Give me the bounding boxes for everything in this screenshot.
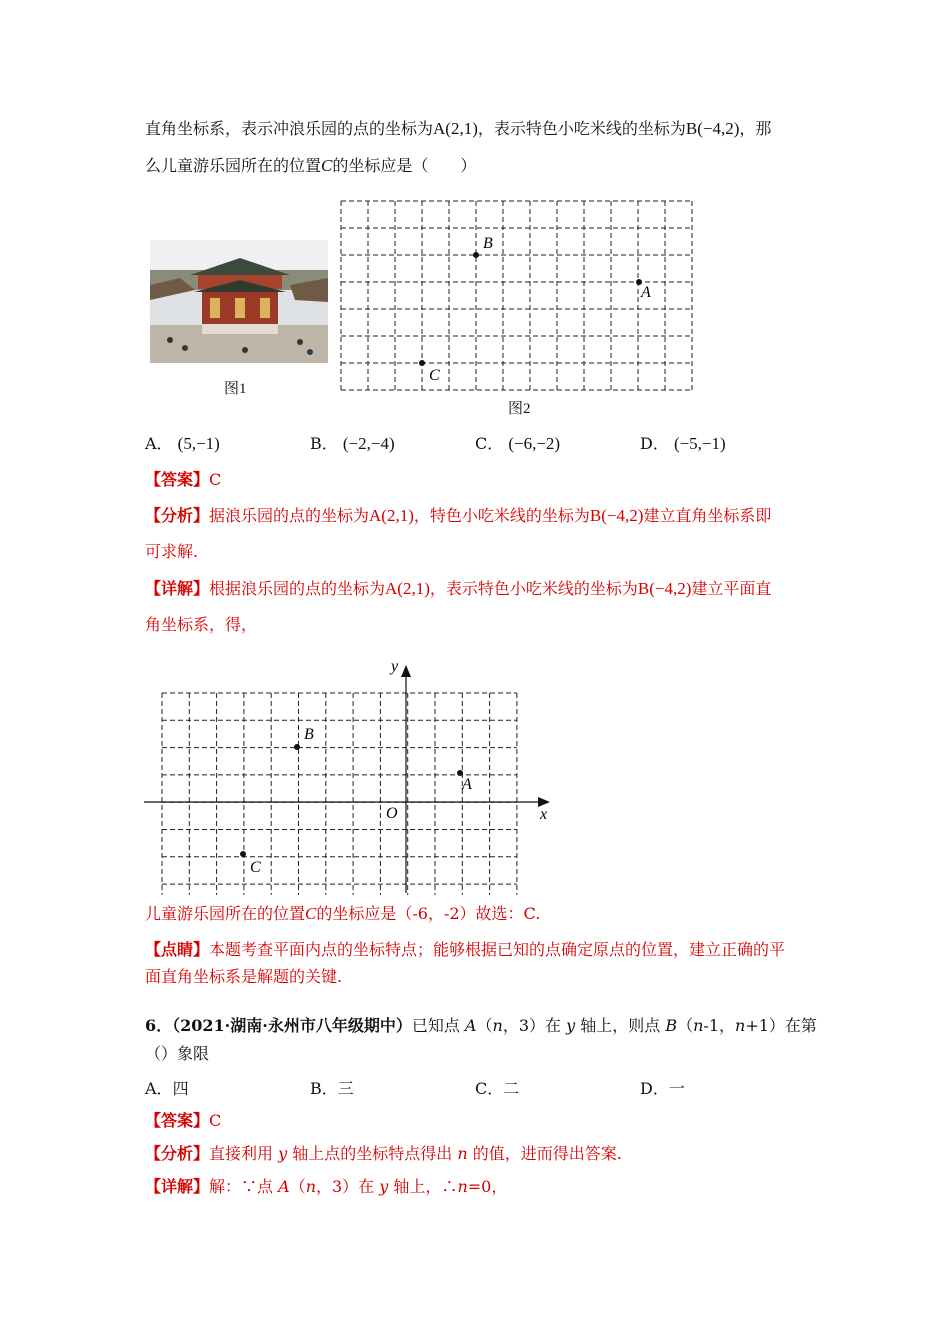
q5-stem-line1: 直角坐标系，表示冲浪乐园的点的坐标为A(2,1)，表示特色小吃米线的坐标为B(−4,2)，那 — [145, 119, 772, 138]
point-a-coord: A(2,1) — [433, 119, 478, 138]
q5-stem-line2: 么儿童游乐园所在的位置C的坐标应是（ ） — [145, 156, 477, 175]
coordinate-figure — [140, 655, 560, 895]
figure2-grid — [335, 196, 705, 402]
q6-analysis: 【分析】直接利用 y 轴上点的坐标特点得出 n 的值，进而得出答案. — [145, 1144, 622, 1163]
coord-point-b — [294, 744, 300, 750]
coord-label-c: C — [250, 859, 261, 876]
q5-option-a: A． (5,−1) — [145, 434, 220, 453]
point-b-dot — [473, 252, 479, 258]
q6-stem-line2: （）象限 — [145, 1044, 210, 1063]
q5-answer: 【答案】C — [145, 470, 222, 489]
q5-option-b: B． (−2,−4) — [310, 434, 395, 453]
q5-analysis-line2: 可求解. — [145, 542, 199, 561]
q5-remark-line1: 【点睛】本题考查平面内点的坐标特点；能够根据已知的点确定原点的位置，建立正确的平 — [145, 940, 786, 959]
q5-option-d: D． (−5,−1) — [640, 434, 726, 453]
q5-remark-line2: 面直角坐标系是解题的关键. — [145, 967, 343, 986]
q6-option-b: B．三 — [310, 1079, 354, 1098]
x-axis-label: x — [540, 806, 548, 823]
label-a: A — [641, 284, 651, 301]
q5-detail-line1: 【详解】根据浪乐园的点的坐标为A(2,1)，表示特色小吃米线的坐标为B(−4,2)建立平面直 — [145, 579, 772, 598]
q6-stem-line1: 6．（2021·湖南·永州市八年级期中）已知点 A（n，3）在 y 轴上，则点 B（n-1，n+1）在第 — [145, 1016, 817, 1035]
q6-detail: 【详解】解：∵点 A（n，3）在 y 轴上，∴n=0， — [145, 1177, 508, 1196]
q6-answer: 【答案】C — [145, 1111, 222, 1130]
coord-label-a: A — [462, 776, 472, 793]
q6-option-d: D．一 — [640, 1079, 685, 1098]
y-axis-arrow-icon — [401, 665, 411, 677]
origin-label: O — [386, 805, 398, 822]
label-c: C — [429, 367, 440, 384]
figure1-caption: 图1 — [224, 381, 247, 397]
coord-label-b: B — [304, 726, 314, 743]
coord-point-c — [240, 851, 246, 857]
q5-detail-line2: 角坐标系，得， — [145, 615, 258, 634]
q5-option-c: C． (−6,−2) — [475, 434, 561, 453]
q5-conclusion: 儿童游乐园所在的位置C的坐标应是（-6，-2）故选：C. — [145, 904, 541, 923]
park-photo — [150, 240, 328, 363]
y-axis-label: y — [391, 658, 399, 675]
q5-analysis-line1: 【分析】据浪乐园的点的坐标为A(2,1)，特色小吃米线的坐标为B(−4,2)建立直角坐标系即 — [145, 506, 772, 525]
figure2-caption: 图2 — [508, 401, 531, 417]
label-b: B — [483, 235, 493, 252]
q6-option-c: C．二 — [475, 1079, 520, 1098]
point-b-coord: B(−4,2) — [685, 119, 740, 138]
q6-option-a: A．四 — [145, 1079, 189, 1098]
point-c-dot — [419, 360, 425, 366]
